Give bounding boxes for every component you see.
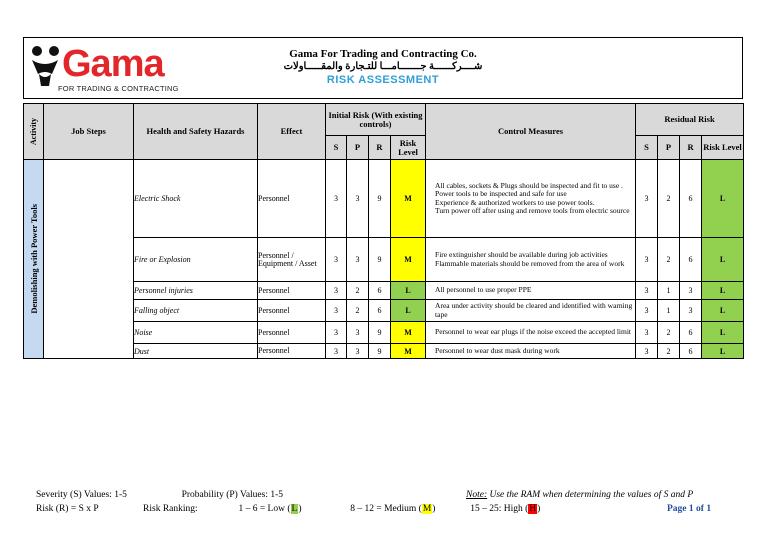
initial-risk-level-cell: L	[391, 282, 426, 300]
residual-s-cell: 3	[636, 322, 658, 344]
header-effect: Effect	[258, 104, 326, 160]
control-item: • Power tools to be inspected and safe for use	[435, 190, 635, 199]
header-job-steps: Job Steps	[44, 104, 134, 160]
probability-values: Probability (P) Values: 1-5	[181, 490, 284, 500]
logo-wordmark: Gama	[62, 43, 164, 85]
residual-r-cell: 3	[680, 282, 702, 300]
residual-r-cell: 6	[680, 322, 702, 344]
residual-r-cell: 6	[680, 238, 702, 282]
job-steps-cell	[44, 160, 134, 359]
control-measures-cell	[426, 300, 636, 322]
note-text: Use the RAM when determining the values of S and P	[487, 490, 694, 500]
initial-s-cell: 3	[326, 344, 347, 359]
initial-p-cell: 3	[347, 238, 369, 282]
residual-s-cell: 3	[636, 300, 658, 322]
header-residual-risk: Residual Risk	[636, 104, 744, 136]
effect-cell: Personnel	[258, 300, 326, 322]
initial-p-cell: 3	[347, 160, 369, 238]
initial-r-cell: 6	[369, 300, 391, 322]
header-initial-risk-level: Risk Level	[391, 136, 426, 160]
high-badge: H	[529, 504, 537, 514]
control-measures-cell	[426, 160, 636, 238]
initial-p-cell: 3	[347, 344, 369, 359]
residual-risk-level-cell: L	[702, 322, 744, 344]
hazard-cell: Personnel injuries	[134, 282, 258, 300]
initial-risk-level-cell: M	[391, 344, 426, 359]
company-name-english: Gama For Trading and Contracting Co.	[289, 48, 477, 60]
ram-note	[466, 490, 693, 500]
low-badge: L	[291, 504, 298, 514]
residual-s-cell: 3	[636, 344, 658, 359]
high-range: 15 – 25: High (H)	[470, 504, 541, 514]
low-range: 1 – 6 = Low (L)	[238, 504, 302, 514]
effect-cell: Personnel	[258, 322, 326, 344]
control-item: • Personnel to wear dust mask during work	[435, 347, 635, 356]
initial-risk-level-cell: M	[391, 238, 426, 282]
footer-line-1	[36, 490, 283, 500]
initial-risk-level-cell: L	[391, 300, 426, 322]
residual-risk-level-cell: L	[702, 238, 744, 282]
severity-values: Severity (S) Values: 1-5	[36, 490, 127, 500]
initial-risk-level-cell: M	[391, 322, 426, 344]
header-residual-p: P	[658, 136, 680, 160]
page-number: Page 1 of 1	[667, 504, 712, 514]
control-item: • All personnel to use proper PPE	[435, 286, 635, 295]
initial-s-cell: 3	[326, 160, 347, 238]
residual-s-cell: 3	[636, 238, 658, 282]
effect-cell: Personnel / Equipment / Asset	[258, 238, 326, 282]
initial-risk-level-cell: M	[391, 160, 426, 238]
residual-risk-level-cell: L	[702, 282, 744, 300]
effect-cell: Personnel	[258, 344, 326, 359]
initial-r-cell: 9	[369, 344, 391, 359]
risk-formula: Risk (R) = S x P	[36, 504, 99, 514]
residual-s-cell: 3	[636, 282, 658, 300]
note-label: Note:	[466, 490, 488, 500]
control-measures-cell	[426, 322, 636, 344]
initial-s-cell: 3	[326, 238, 347, 282]
residual-p-cell: 2	[658, 238, 680, 282]
header-residual-r: R	[680, 136, 702, 160]
hazard-cell: Fire or Explosion	[134, 238, 258, 282]
residual-risk-level-cell: L	[702, 160, 744, 238]
effect-cell: Personnel	[258, 282, 326, 300]
residual-r-cell: 6	[680, 344, 702, 359]
header-initial-p: P	[347, 136, 369, 160]
header-residual-s: S	[636, 136, 658, 160]
initial-s-cell: 3	[326, 322, 347, 344]
residual-p-cell: 1	[658, 300, 680, 322]
control-item: • All cables, sockets & Plugs should be inspected and fit to use .	[435, 182, 635, 191]
residual-p-cell: 2	[658, 160, 680, 238]
initial-s-cell: 3	[326, 300, 347, 322]
company-name-arabic: شــــركــــــة جـــــــامـــا للتـجارة والمقـــــاولات	[283, 61, 483, 72]
header-control-measures: Control Measures	[426, 104, 636, 160]
initial-p-cell: 3	[347, 322, 369, 344]
residual-p-cell: 2	[658, 344, 680, 359]
hazard-cell: Noise	[134, 322, 258, 344]
initial-p-cell: 2	[347, 282, 369, 300]
header-initial-r: R	[369, 136, 391, 160]
control-item: • Personnel to wear ear plugs if the noise exceed the accepted limit	[435, 328, 635, 337]
header-initial-s: S	[326, 136, 347, 160]
header-hazards: Health and Safety Hazards	[134, 104, 258, 160]
initial-r-cell: 9	[369, 322, 391, 344]
hazard-cell: Electric Shock	[134, 160, 258, 238]
residual-p-cell: 2	[658, 322, 680, 344]
table-row	[24, 160, 744, 238]
control-measures-cell	[426, 344, 636, 359]
header-activity: Activity	[24, 104, 44, 160]
hazard-cell: Dust	[134, 344, 258, 359]
initial-r-cell: 9	[369, 238, 391, 282]
risk-assessment-table	[23, 103, 744, 359]
document-title: RISK ASSESSMENT	[326, 74, 440, 86]
effect-cell: Personnel	[258, 160, 326, 238]
residual-r-cell: 3	[680, 300, 702, 322]
activity-cell: Demolishing with Power Tools	[24, 160, 44, 359]
residual-risk-level-cell: L	[702, 344, 744, 359]
control-item: • Turn power off after using and remove tools from electric source	[435, 207, 635, 216]
medium-range: 8 – 12 = Medium (M)	[350, 504, 436, 514]
logo-tagline: FOR TRADING & CONTRACTING	[58, 84, 179, 93]
initial-r-cell: 9	[369, 160, 391, 238]
hazard-cell: Falling object	[134, 300, 258, 322]
document-header	[23, 37, 743, 99]
residual-risk-level-cell: L	[702, 300, 744, 322]
control-measures-cell	[426, 238, 636, 282]
risk-ranking-label: Risk Ranking:	[143, 504, 198, 514]
header-initial-risk: Initial Risk (With existing controls)	[326, 104, 426, 136]
residual-p-cell: 1	[658, 282, 680, 300]
initial-s-cell: 3	[326, 282, 347, 300]
residual-r-cell: 6	[680, 160, 702, 238]
control-item: • Area under activity should be cleared and identified with warning tape	[435, 302, 635, 319]
control-item: • Fire extinguisher should be available during job activities	[435, 251, 635, 260]
initial-r-cell: 6	[369, 282, 391, 300]
header-residual-risk-level: Risk Level	[702, 136, 744, 160]
control-measures-cell	[426, 282, 636, 300]
residual-s-cell: 3	[636, 160, 658, 238]
medium-badge: M	[422, 504, 432, 514]
initial-p-cell: 2	[347, 300, 369, 322]
control-item: • Experience & authorized workers to use power tools.	[435, 199, 635, 208]
footer-line-2	[36, 504, 540, 514]
control-item: • Flammable materials should be removed from the area of work	[435, 260, 635, 269]
